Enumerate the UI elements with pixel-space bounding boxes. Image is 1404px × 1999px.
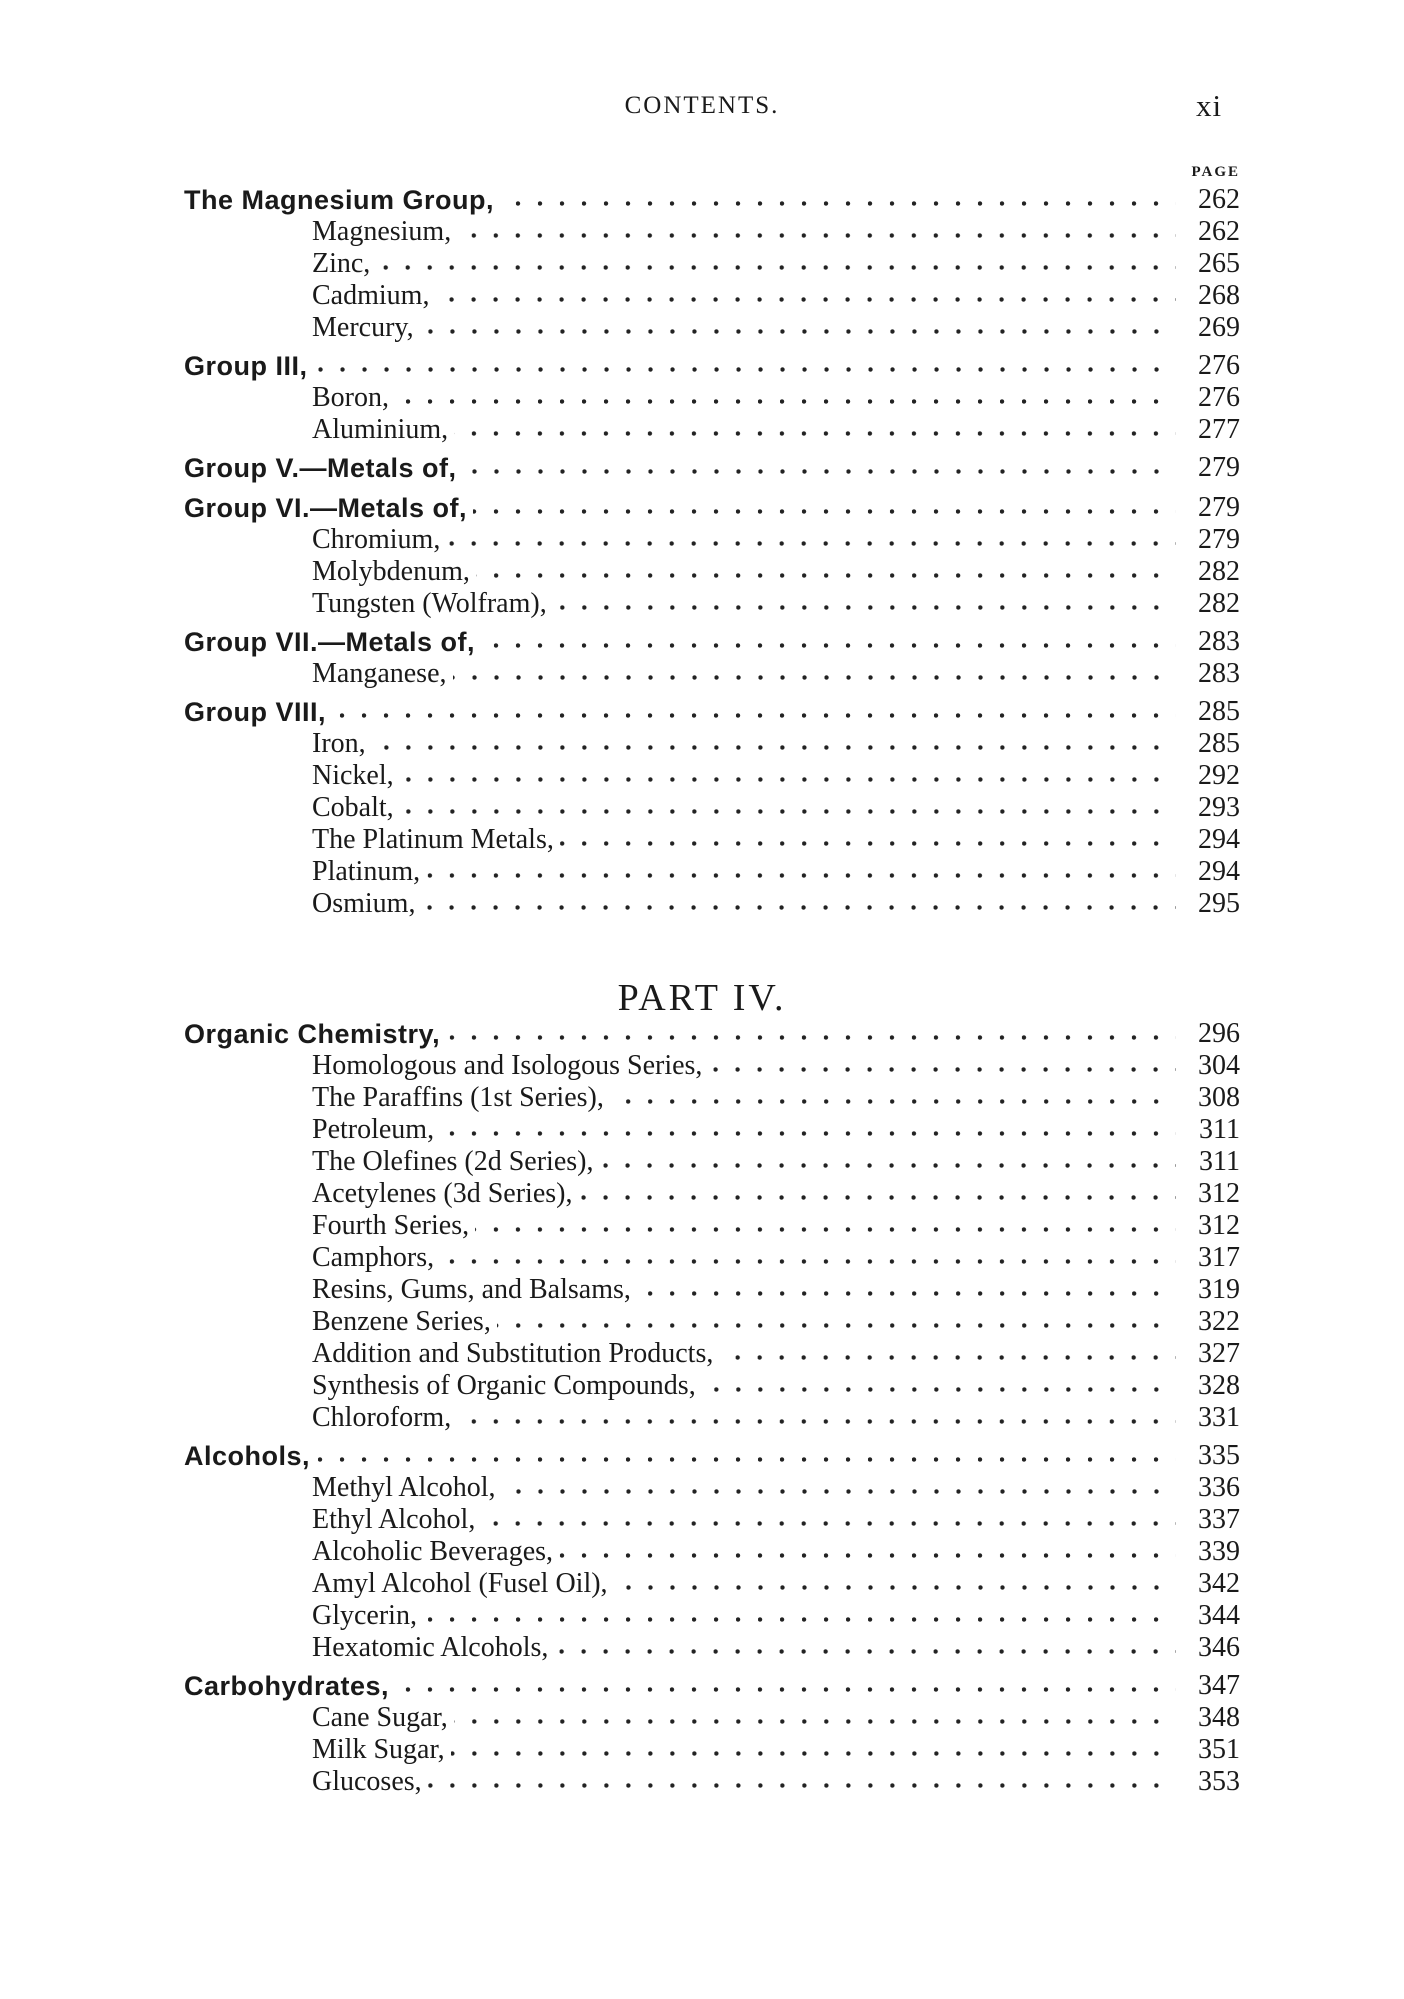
dot-leader bbox=[332, 713, 1176, 721]
dot-leader bbox=[578, 1195, 1176, 1203]
dot-leader bbox=[395, 399, 1176, 407]
dot-leader bbox=[476, 573, 1176, 581]
entry-page-number: 327 bbox=[1198, 1338, 1240, 1369]
entry-page-number: 311 bbox=[1199, 1114, 1240, 1145]
toc-subentry bbox=[312, 382, 1240, 414]
entry-page-number: 312 bbox=[1198, 1178, 1240, 1209]
entry-title: The Platinum Metals, bbox=[312, 824, 554, 855]
dot-leader bbox=[702, 1387, 1176, 1395]
entry-title: Magnesium, bbox=[312, 216, 452, 247]
dot-leader bbox=[376, 265, 1176, 273]
toc-subentry bbox=[312, 1274, 1240, 1306]
dot-leader bbox=[554, 1649, 1176, 1657]
entry-page-number: 328 bbox=[1198, 1370, 1240, 1401]
dot-leader bbox=[421, 905, 1176, 913]
entry-title: Nickel, bbox=[312, 760, 394, 791]
toc-subentry bbox=[312, 1766, 1240, 1798]
entry-title: Zinc, bbox=[312, 248, 371, 279]
toc-subentry bbox=[312, 1082, 1240, 1114]
toc-section-entry bbox=[184, 1018, 1240, 1050]
page-number: xi bbox=[1196, 88, 1223, 123]
entry-title: Chloroform, bbox=[312, 1402, 452, 1433]
dot-leader bbox=[560, 841, 1176, 849]
entry-title: Addition and Substitution Products, bbox=[312, 1338, 714, 1369]
dot-leader bbox=[599, 1163, 1176, 1171]
toc-subentry bbox=[312, 1632, 1240, 1664]
toc-subentry bbox=[312, 1146, 1240, 1178]
entry-page-number: 348 bbox=[1198, 1702, 1240, 1733]
toc-subentry bbox=[312, 556, 1240, 588]
entry-title: Fourth Series, bbox=[312, 1210, 470, 1241]
entry-page-number: 262 bbox=[1198, 184, 1240, 215]
toc-section-entry bbox=[184, 184, 1240, 216]
dot-leader bbox=[500, 201, 1176, 209]
entry-page-number: 293 bbox=[1198, 792, 1240, 823]
entry-title: Petroleum, bbox=[312, 1114, 435, 1145]
entry-page-number: 285 bbox=[1198, 696, 1240, 727]
entry-title: Alcoholic Beverages, bbox=[312, 1536, 554, 1567]
entry-page-number: 285 bbox=[1198, 728, 1240, 759]
entry-title: Resins, Gums, and Balsams, bbox=[312, 1274, 631, 1305]
entry-title: Boron, bbox=[312, 382, 389, 413]
entry-page-number: 353 bbox=[1198, 1766, 1240, 1797]
dot-leader bbox=[446, 1035, 1176, 1043]
entry-page-number: 282 bbox=[1198, 556, 1240, 587]
entry-title: The Magnesium Group, bbox=[184, 185, 495, 215]
entry-page-number: 331 bbox=[1198, 1402, 1240, 1433]
toc-subentry bbox=[312, 1504, 1240, 1536]
dot-leader bbox=[473, 509, 1176, 517]
entry-title: Tungsten (Wolfram), bbox=[312, 588, 547, 619]
dot-leader bbox=[457, 233, 1176, 241]
dot-leader bbox=[451, 1751, 1176, 1759]
toc-subentry bbox=[312, 1050, 1240, 1082]
toc-subentry bbox=[312, 1472, 1240, 1504]
entry-page-number: 294 bbox=[1198, 824, 1240, 855]
toc-subentry bbox=[312, 414, 1240, 446]
dot-leader bbox=[502, 1489, 1176, 1497]
entry-page-number: 262 bbox=[1198, 216, 1240, 247]
dot-leader bbox=[614, 1585, 1176, 1593]
toc-subentry bbox=[312, 728, 1240, 760]
entry-title: Glucoses, bbox=[312, 1766, 422, 1797]
entry-page-number: 312 bbox=[1198, 1210, 1240, 1241]
entry-page-number: 346 bbox=[1198, 1632, 1240, 1663]
entry-title: Alcohols, bbox=[184, 1441, 311, 1471]
entry-page-number: 344 bbox=[1198, 1600, 1240, 1631]
entry-page-number: 265 bbox=[1198, 248, 1240, 279]
part-title: PART IV. bbox=[617, 977, 787, 1019]
entry-title: Ethyl Alcohol, bbox=[312, 1504, 476, 1535]
toc-section-entry bbox=[184, 696, 1240, 728]
entry-title: The Paraffins (1st Series), bbox=[312, 1082, 604, 1113]
dot-leader bbox=[475, 1227, 1176, 1235]
entry-title: Osmium, bbox=[312, 888, 416, 919]
dot-leader bbox=[440, 1131, 1176, 1139]
entry-page-number: 276 bbox=[1198, 382, 1240, 413]
entry-title: Iron, bbox=[312, 728, 366, 759]
toc-subentry bbox=[312, 1702, 1240, 1734]
entry-title: Mercury, bbox=[312, 312, 414, 343]
toc-subentry bbox=[312, 1600, 1240, 1632]
entry-title: The Olefines (2d Series), bbox=[312, 1146, 594, 1177]
toc-subentry bbox=[312, 1338, 1240, 1370]
toc-section-entry bbox=[184, 492, 1240, 524]
entry-title: Chromium, bbox=[312, 524, 441, 555]
entry-title: Acetylenes (3d Series), bbox=[312, 1178, 573, 1209]
entry-page-number: 351 bbox=[1198, 1734, 1240, 1765]
toc-subentry bbox=[312, 888, 1240, 920]
dot-leader bbox=[423, 1617, 1176, 1625]
entry-title: Benzene Series, bbox=[312, 1306, 491, 1337]
entry-title: Cobalt, bbox=[312, 792, 394, 823]
toc-subentry bbox=[312, 792, 1240, 824]
entry-title: Synthesis of Organic Compounds, bbox=[312, 1370, 696, 1401]
toc-section-entry bbox=[184, 1670, 1240, 1702]
page-column-label: PAGE bbox=[1191, 164, 1240, 180]
toc-subentry bbox=[312, 824, 1240, 856]
dot-leader bbox=[708, 1067, 1176, 1075]
entry-page-number: 269 bbox=[1198, 312, 1240, 343]
entry-page-number: 304 bbox=[1198, 1050, 1240, 1081]
dot-leader bbox=[400, 777, 1176, 785]
toc-section-entry bbox=[184, 1440, 1240, 1472]
toc-subentry bbox=[312, 1370, 1240, 1402]
dot-leader bbox=[316, 1457, 1176, 1465]
entry-page-number: 277 bbox=[1198, 414, 1240, 445]
dot-leader bbox=[637, 1291, 1176, 1299]
dot-leader bbox=[610, 1099, 1176, 1107]
entry-title: Aluminium, bbox=[312, 414, 449, 445]
dot-leader bbox=[446, 541, 1176, 549]
toc-subentry bbox=[312, 588, 1240, 620]
entry-page-number: 342 bbox=[1198, 1568, 1240, 1599]
entry-page-number: 295 bbox=[1198, 888, 1240, 919]
entry-title: Platinum, bbox=[312, 856, 421, 887]
entry-page-number: 279 bbox=[1198, 492, 1240, 523]
entry-page-number: 276 bbox=[1198, 350, 1240, 381]
dot-leader bbox=[428, 1783, 1176, 1791]
entry-page-number: 337 bbox=[1198, 1504, 1240, 1535]
entry-page-number: 282 bbox=[1198, 588, 1240, 619]
entry-title: Group III, bbox=[184, 351, 308, 381]
dot-leader bbox=[719, 1355, 1176, 1363]
dot-leader bbox=[457, 1419, 1176, 1427]
toc-subentry bbox=[312, 1114, 1240, 1146]
entry-page-number: 317 bbox=[1198, 1242, 1240, 1273]
dot-leader bbox=[481, 1521, 1176, 1529]
entry-title: Manganese, bbox=[312, 658, 447, 689]
toc-subentry bbox=[312, 856, 1240, 888]
entry-page-number: 335 bbox=[1198, 1440, 1240, 1471]
dot-leader bbox=[559, 1553, 1176, 1561]
entry-title: Milk Sugar, bbox=[312, 1734, 445, 1765]
entry-page-number: 283 bbox=[1198, 658, 1240, 689]
dot-leader bbox=[400, 809, 1176, 817]
entry-page-number: 292 bbox=[1198, 760, 1240, 791]
toc-subentry bbox=[312, 1536, 1240, 1568]
entry-title: Group V.—Metals of, bbox=[184, 453, 457, 483]
toc-subentry bbox=[312, 1306, 1240, 1338]
toc-subentry bbox=[312, 1734, 1240, 1766]
entry-page-number: 294 bbox=[1198, 856, 1240, 887]
entry-title: Methyl Alcohol, bbox=[312, 1472, 496, 1503]
entry-title: Glycerin, bbox=[312, 1600, 417, 1631]
toc-section-entry bbox=[184, 350, 1240, 382]
dot-leader bbox=[481, 643, 1176, 651]
toc-subentry bbox=[312, 1402, 1240, 1434]
entry-page-number: 319 bbox=[1198, 1274, 1240, 1305]
toc-subentry bbox=[312, 280, 1240, 312]
dot-leader bbox=[454, 1719, 1176, 1727]
entry-page-number: 279 bbox=[1198, 524, 1240, 555]
entry-title: Homologous and Isologous Series, bbox=[312, 1050, 703, 1081]
toc-subentry bbox=[312, 1568, 1240, 1600]
entry-title: Molybdenum, bbox=[312, 556, 470, 587]
dot-leader bbox=[440, 1259, 1176, 1267]
entry-page-number: 268 bbox=[1198, 280, 1240, 311]
toc-section-entry bbox=[184, 452, 1240, 484]
dot-leader bbox=[497, 1323, 1176, 1331]
entry-title: Camphors, bbox=[312, 1242, 435, 1273]
entry-page-number: 322 bbox=[1198, 1306, 1240, 1337]
entry-title: Organic Chemistry, bbox=[184, 1019, 441, 1049]
entry-page-number: 296 bbox=[1198, 1018, 1240, 1049]
toc-subentry bbox=[312, 216, 1240, 248]
toc-section-entry bbox=[184, 626, 1240, 658]
toc-subentry bbox=[312, 312, 1240, 344]
toc-subentry bbox=[312, 1242, 1240, 1274]
dot-leader bbox=[454, 431, 1176, 439]
entry-title: Group VI.—Metals of, bbox=[184, 493, 468, 523]
entry-title: Group VIII, bbox=[184, 697, 327, 727]
entry-title: Group VII.—Metals of, bbox=[184, 627, 476, 657]
entry-title: Carbohydrates, bbox=[184, 1671, 390, 1701]
entry-page-number: 347 bbox=[1198, 1670, 1240, 1701]
entry-page-number: 311 bbox=[1199, 1146, 1240, 1177]
dot-leader bbox=[553, 605, 1176, 613]
dot-leader bbox=[420, 329, 1176, 337]
entry-title: Amyl Alcohol (Fusel Oil), bbox=[312, 1568, 608, 1599]
toc-subentry bbox=[312, 760, 1240, 792]
toc-subentry bbox=[312, 658, 1240, 690]
entry-page-number: 339 bbox=[1198, 1536, 1240, 1567]
dot-leader bbox=[395, 1687, 1176, 1695]
toc-subentry bbox=[312, 1210, 1240, 1242]
entry-title: Cadmium, bbox=[312, 280, 430, 311]
entry-title: Hexatomic Alcohols, bbox=[312, 1632, 549, 1663]
dot-leader bbox=[314, 367, 1177, 375]
running-title: CONTENTS. bbox=[624, 92, 780, 119]
entry-page-number: 336 bbox=[1198, 1472, 1240, 1503]
entry-page-number: 279 bbox=[1198, 452, 1240, 483]
dot-leader bbox=[463, 469, 1176, 477]
dot-leader bbox=[372, 745, 1176, 753]
toc-subentry bbox=[312, 248, 1240, 280]
dot-leader bbox=[435, 297, 1176, 305]
entry-page-number: 283 bbox=[1198, 626, 1240, 657]
entry-page-number: 308 bbox=[1198, 1082, 1240, 1113]
toc-subentry bbox=[312, 1178, 1240, 1210]
dot-leader bbox=[426, 873, 1176, 881]
entry-title: Cane Sugar, bbox=[312, 1702, 448, 1733]
dot-leader bbox=[453, 675, 1176, 683]
toc-subentry bbox=[312, 524, 1240, 556]
